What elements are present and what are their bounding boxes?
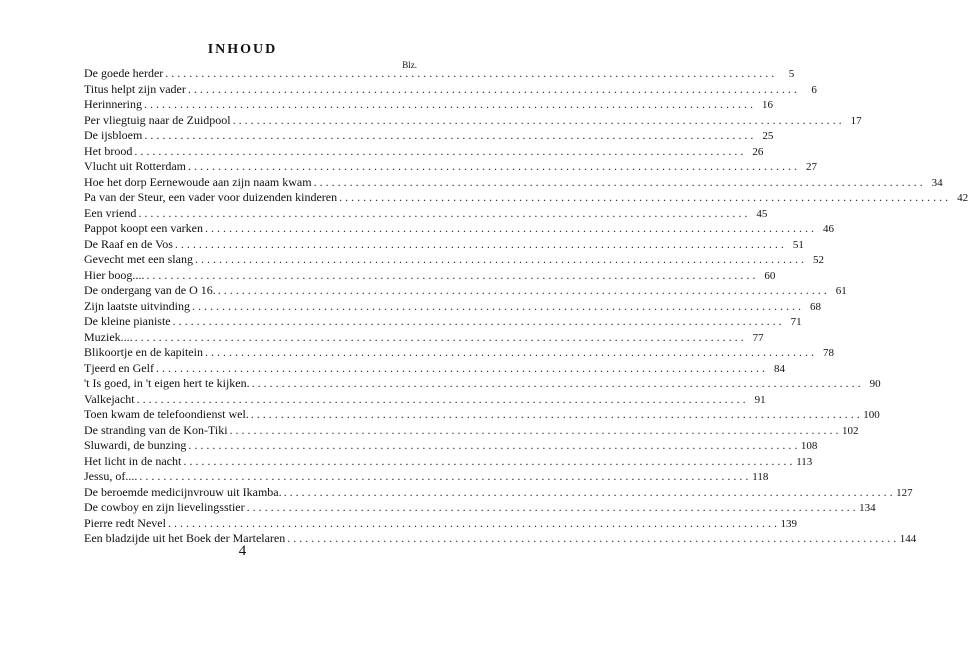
dot-leader [173, 237, 784, 253]
dot-leader [282, 485, 893, 501]
toc-entry [84, 345, 834, 361]
toc-entry [84, 438, 818, 454]
toc-entry-title: De ijsbloem [84, 128, 143, 142]
dot-leader [144, 268, 755, 284]
toc-entry [84, 205, 768, 222]
toc-entry-title: De Raaf en de Vos [84, 236, 173, 251]
toc-entry-title: Valkejacht [84, 391, 135, 406]
toc-entry-page: 61 [835, 285, 847, 297]
toc-entry [84, 97, 773, 113]
toc-entry-title: Hoe het dorp Eernewoude aan zijn naam kwam [84, 174, 312, 189]
dot-leader [245, 500, 856, 516]
dot-leader [337, 190, 948, 206]
toc-entry-title: Het brood [84, 143, 133, 158]
toc-entry [84, 407, 880, 423]
toc-entry-title: De stranding van de Kon-Tiki [84, 422, 228, 437]
toc-entry-page: 127 [896, 486, 913, 499]
toc-entry-page: 25 [762, 130, 774, 142]
toc-entry-title: De beroemde medicijnvrouw uit Ikamba. [84, 484, 282, 499]
toc-entry-title: Jessu, of.... [84, 469, 138, 483]
toc-entry-page: 91 [754, 393, 766, 406]
toc-entry-page: 71 [790, 316, 802, 328]
toc-entry-title: Hier boog.... [84, 267, 145, 282]
toc-entry-title: Een vriend [84, 205, 137, 220]
toc-entry-page: 42 [957, 192, 968, 204]
dot-leader [186, 438, 797, 454]
toc-entry [84, 143, 764, 160]
dot-leader [186, 82, 797, 98]
dot-leader [249, 407, 860, 423]
toc-entry-page: 26 [752, 145, 764, 158]
dot-leader [216, 283, 827, 299]
toc-entry-title: Blikoortje en de kapitein [84, 345, 203, 359]
toc-entry [84, 128, 774, 144]
toc-entry [84, 360, 785, 377]
toc-entry-page: 52 [812, 254, 824, 266]
page-column-label: Blz. [402, 60, 417, 70]
toc-entry [84, 159, 817, 175]
toc-entry [84, 66, 795, 82]
table-of-contents [84, 66, 968, 547]
toc-entry-page: 46 [822, 223, 834, 235]
dot-leader [203, 221, 814, 237]
dot-leader [171, 314, 782, 330]
toc-entry-page: 34 [931, 176, 943, 189]
toc-entry-title: Een bladzijde uit het Boek der Martelaren [84, 531, 286, 545]
toc-entry-page: 16 [761, 99, 773, 111]
toc-entry-page: 84 [773, 362, 785, 375]
toc-entry [84, 422, 859, 439]
toc-entry [84, 236, 804, 253]
dot-leader [166, 516, 777, 532]
toc-entry-title: Het licht in de nacht [84, 453, 182, 468]
toc-entry [84, 267, 776, 284]
dot-leader [142, 97, 753, 113]
dot-leader [163, 66, 774, 82]
toc-entry [84, 283, 847, 299]
toc-entry-page: 5 [788, 68, 795, 80]
toc-entry-page: 102 [842, 424, 859, 437]
dot-leader [312, 175, 923, 191]
toc-entry-page: 27 [805, 161, 817, 173]
toc-entry-title: 't Is goed, in 't eigen hert te kijken. [84, 376, 250, 390]
toc-entry-title: Vlucht uit Rotterdam [84, 159, 186, 173]
toc-entry-title: Sluwardi, de bunzing [84, 438, 187, 452]
toc-entry-page: 60 [764, 269, 776, 282]
toc-entry [84, 190, 968, 206]
toc-entry-page: 144 [899, 533, 917, 545]
toc-entry [84, 252, 824, 268]
toc-entry-page: 77 [752, 331, 764, 344]
dot-leader [133, 330, 744, 346]
toc-entry [84, 112, 862, 129]
toc-entry-title: Zijn laatste uitvinding [84, 298, 190, 313]
toc-entry-title: Gevecht met een slang [84, 252, 193, 266]
contents-heading: INHOUD [207, 42, 278, 57]
dot-leader [228, 423, 839, 439]
toc-entry [84, 515, 797, 532]
dot-leader [137, 469, 748, 485]
toc-entry-title: Pa van der Steur, een vader voor duizenden kinderen [84, 190, 338, 204]
toc-entry [84, 391, 766, 408]
dot-leader [135, 392, 746, 408]
toc-entry-page: 100 [863, 409, 880, 421]
toc-entry-title: Toen kwam de telefoondienst wel. [84, 407, 249, 421]
toc-entry-page: 139 [780, 517, 797, 530]
dot-leader [142, 128, 753, 144]
toc-entry [84, 469, 769, 485]
toc-entry [84, 174, 943, 191]
toc-entry-page: 17 [850, 114, 862, 127]
toc-entry [84, 484, 913, 501]
dot-leader [186, 159, 797, 175]
toc-entry-title: Per vliegtuig naar de Zuidpool [84, 112, 231, 127]
toc-entry-title: Titus helpt zijn vader [84, 81, 186, 96]
dot-leader [136, 206, 747, 222]
toc-entry-page: 78 [822, 347, 834, 359]
toc-entry-page: 118 [752, 471, 769, 483]
dot-leader [132, 144, 743, 160]
toc-entry-page: 90 [869, 378, 881, 390]
dot-leader [181, 454, 792, 470]
toc-entry-title: Herinnering [84, 97, 142, 111]
dot-leader [250, 376, 861, 392]
dot-leader [193, 252, 804, 268]
toc-entry [84, 453, 813, 470]
toc-entry-title: De ondergang van de O 16. [84, 283, 216, 297]
page-number: 4 [238, 543, 247, 559]
toc-entry-title: Muziek.... [84, 329, 133, 344]
toc-entry-page: 113 [796, 455, 813, 468]
dot-leader [190, 299, 801, 315]
dot-leader [154, 361, 765, 377]
dot-leader [203, 345, 814, 361]
toc-entry [84, 376, 881, 392]
toc-entry-title: Pappot koopt een varken [84, 221, 203, 235]
toc-entry-title: De kleine pianiste [84, 314, 171, 328]
toc-entry-title: Tjeerd en Gelf [84, 360, 154, 375]
toc-entry [84, 314, 802, 330]
toc-entry-title: Pierre redt Nevel [84, 515, 166, 530]
toc-entry-title: De cowboy en zijn lievelingsstier [84, 500, 245, 514]
toc-entry-page: 51 [792, 238, 804, 251]
toc-entry [84, 329, 764, 346]
toc-entry-title: De goede herder [84, 66, 164, 80]
toc-entry-page: 134 [859, 502, 876, 514]
toc-entry [84, 298, 821, 315]
dot-leader [231, 113, 842, 129]
toc-entry-page: 6 [811, 83, 817, 96]
toc-entry [84, 500, 876, 516]
toc-entry-page: 108 [800, 440, 818, 452]
toc-entry-page: 68 [809, 300, 821, 313]
toc-entry [84, 81, 817, 98]
toc-entry [84, 221, 834, 237]
toc-entry-page: 45 [756, 207, 768, 220]
